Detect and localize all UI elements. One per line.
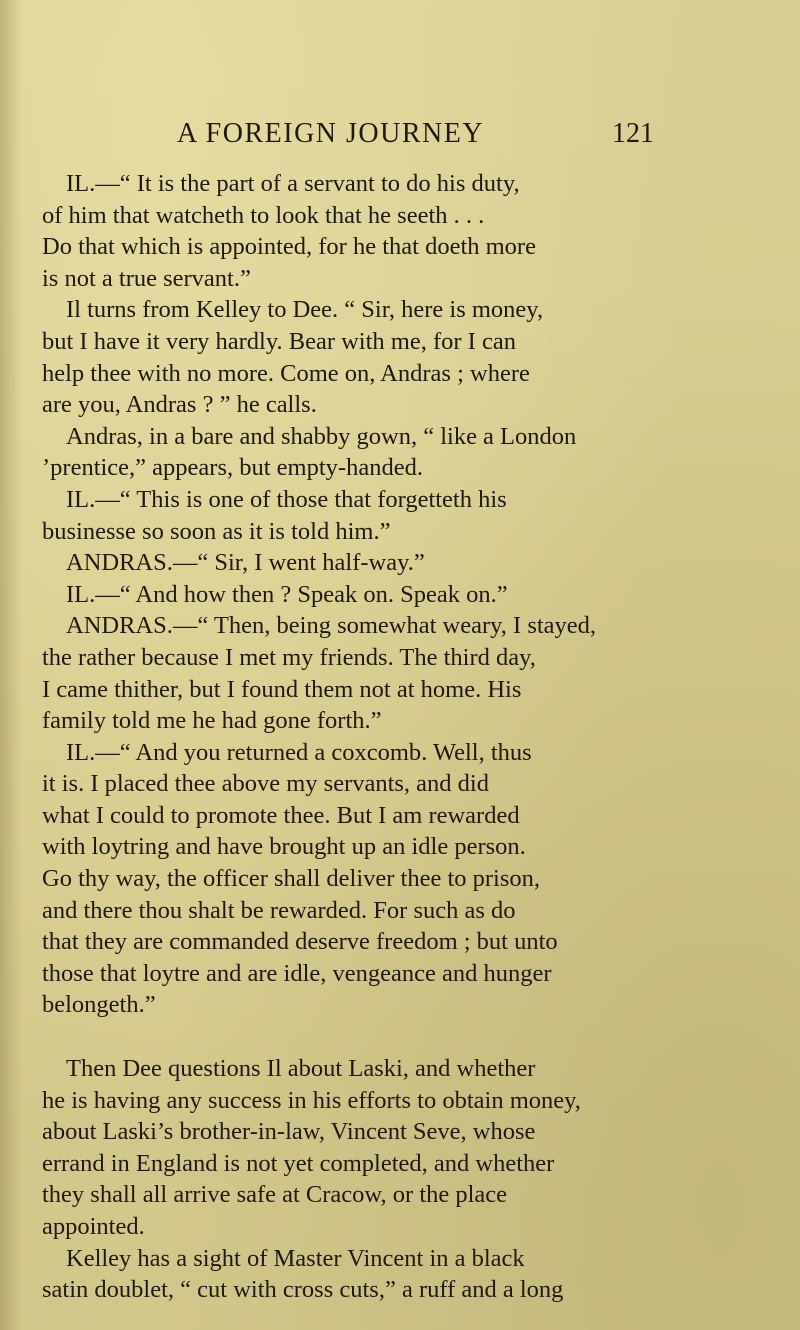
text-line: and there thou shalt be rewarded. For such as do [42,896,516,924]
body-text [42,168,742,1306]
text-line: belongeth.” [42,991,156,1019]
text-line: Andras, in a bare and shabby gown, “ like a London [66,422,577,450]
text-line: Il turns from Kelley to Dee. “ Sir, here is money, [66,296,544,324]
running-head [0,118,800,158]
text-line: that they are commanded deserve freedom ; but unto [42,928,558,956]
text-line: Then Dee questions Il about Laski, and whether [66,1055,536,1083]
text-line: errand in England is not yet completed, and whether [42,1149,555,1177]
text-line: it is. I placed thee above my servants, and did [42,770,489,798]
text-line: those that loytre and are idle, vengeance and hunger [42,959,552,987]
text-line: what I could to promote thee. But I am rewarded [42,801,520,829]
text-line: about Laski’s brother-in-law, Vincent Seve, whose [42,1118,536,1146]
text-line: help thee with no more. Come on, Andras ; where [42,359,530,387]
text-line: Do that which is appointed, for he that doeth more [42,233,536,261]
page-number: 121 [612,118,654,149]
text-line: is not a true servant.” [42,264,251,292]
page-edge-shadow [0,0,22,1330]
text-line: he is having any success in his efforts to obtain money, [42,1086,581,1114]
text-line: ’prentice,” appears, but empty-handed. [42,454,423,482]
running-title: A FOREIGN JOURNEY [177,118,485,149]
text-line: are you, Andras ? ” he calls. [42,391,317,419]
text-line: I came thither, but I found them not at home. His [42,675,522,703]
text-line: Go thy way, the officer shall deliver thee to prison, [42,865,541,893]
text-line: appointed. [42,1213,145,1240]
text-line: IL.—“ It is the part of a servant to do his duty, [66,170,520,197]
text-line: they shall all arrive safe at Cracow, or the place [42,1181,508,1209]
text-line: ANDRAS.—“ Then, being somewhat weary, I stayed, [66,612,597,640]
text-line: but I have it very hardly. Bear with me, for I can [42,327,516,355]
text-line: satin doublet, “ cut with cross cuts,” a ruff and a long [42,1276,564,1304]
text-line: of him that watcheth to look that he seeth . . . [42,201,485,229]
text-line: ANDRAS.—“ Sir, I went half-way.” [66,549,425,577]
paragraph-gap [42,1021,742,1053]
text-line: Kelley has a sight of Master Vincent in a black [66,1244,525,1272]
text-line: IL.—“ And how then ? Speak on. Speak on.” [66,580,508,608]
text-line: businesse so soon as it is told him.” [42,517,391,545]
text-line: with loytring and have brought up an idle person. [42,833,526,861]
text-line: family told me he had gone forth.” [42,707,382,735]
text-line: IL.—“ This is one of those that forgetteth his [66,485,507,513]
text-line: the rather because I met my friends. The third day, [42,643,536,671]
text-line: IL.—“ And you returned a coxcomb. Well, thus [66,738,532,766]
